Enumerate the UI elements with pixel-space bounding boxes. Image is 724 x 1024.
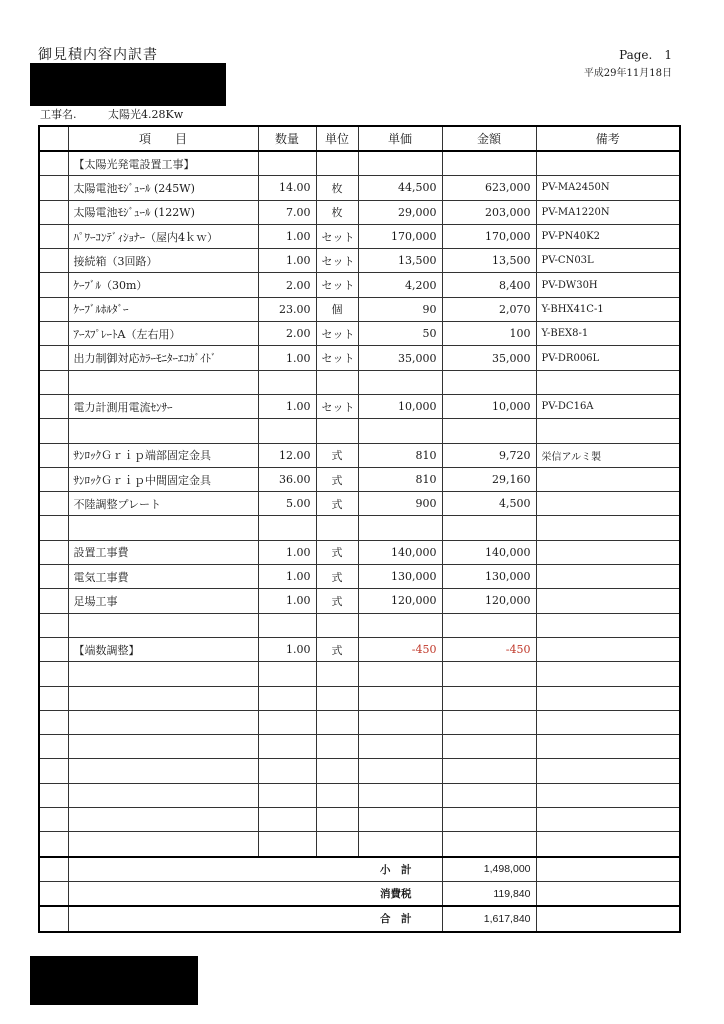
unit-price-cell bbox=[358, 419, 442, 443]
unit-cell bbox=[316, 419, 358, 443]
quantity-cell: 1.00 bbox=[258, 589, 316, 613]
header-remarks: 備考 bbox=[536, 126, 680, 151]
remark-cell bbox=[536, 686, 680, 710]
unit-cell: セット bbox=[316, 322, 358, 346]
unit-price-cell bbox=[358, 783, 442, 807]
quantity-cell: 23.00 bbox=[258, 297, 316, 321]
remark-cell: PV-DR006L bbox=[536, 346, 680, 370]
remark-cell bbox=[536, 540, 680, 564]
row-index-cell bbox=[39, 249, 68, 273]
row-index-cell bbox=[39, 419, 68, 443]
row-index-cell bbox=[39, 637, 68, 661]
item-cell: 電力計測用電流ｾﾝｻｰ bbox=[68, 394, 258, 418]
remark-cell: Y-BHX41C-1 bbox=[536, 297, 680, 321]
row-index-cell bbox=[39, 662, 68, 686]
unit-cell: 式 bbox=[316, 589, 358, 613]
remark-cell bbox=[536, 735, 680, 759]
unit-price-cell: 810 bbox=[358, 443, 442, 467]
item-cell bbox=[68, 516, 258, 540]
total-value: 1,617,840 bbox=[442, 906, 536, 931]
table-row bbox=[39, 370, 680, 394]
amount-cell bbox=[442, 686, 536, 710]
unit-cell bbox=[316, 516, 358, 540]
row-index-cell bbox=[39, 832, 68, 857]
quantity-cell bbox=[258, 151, 316, 176]
redaction-block-top bbox=[30, 63, 226, 106]
tax-index-cell bbox=[39, 881, 68, 906]
unit-cell: セット bbox=[316, 224, 358, 248]
document-title: 御見積内容内訳書 bbox=[38, 47, 158, 63]
table-row bbox=[39, 832, 680, 857]
issue-date: 平成29年11月18日 bbox=[583, 68, 672, 79]
row-index-cell bbox=[39, 516, 68, 540]
quantity-cell: 1.00 bbox=[258, 637, 316, 661]
item-cell: 【端数調整】 bbox=[68, 637, 258, 661]
table-row bbox=[39, 808, 680, 832]
amount-cell: 170,000 bbox=[442, 224, 536, 248]
subtotal-remark-cell bbox=[536, 857, 680, 882]
table-row bbox=[39, 613, 680, 637]
row-index-cell bbox=[39, 151, 68, 176]
item-cell bbox=[68, 759, 258, 783]
item-cell bbox=[68, 662, 258, 686]
remark-cell: PV-MA1220N bbox=[536, 200, 680, 224]
quantity-cell: 2.00 bbox=[258, 322, 316, 346]
unit-price-cell bbox=[358, 613, 442, 637]
unit-cell bbox=[316, 710, 358, 734]
row-index-cell bbox=[39, 759, 68, 783]
amount-cell bbox=[442, 710, 536, 734]
subtotal-index-cell bbox=[39, 857, 68, 882]
header-quantity: 数量 bbox=[258, 126, 316, 151]
unit-cell: セット bbox=[316, 346, 358, 370]
unit-cell bbox=[316, 759, 358, 783]
amount-cell bbox=[442, 516, 536, 540]
quantity-cell: 5.00 bbox=[258, 492, 316, 516]
item-cell bbox=[68, 832, 258, 857]
item-cell: 設置工事費 bbox=[68, 540, 258, 564]
quantity-cell bbox=[258, 759, 316, 783]
item-cell bbox=[68, 419, 258, 443]
quantity-cell: 1.00 bbox=[258, 249, 316, 273]
table-row bbox=[39, 200, 680, 224]
table-body bbox=[39, 151, 680, 857]
unit-cell bbox=[316, 735, 358, 759]
table-row bbox=[39, 735, 680, 759]
subtotal-row bbox=[39, 857, 680, 882]
item-cell bbox=[68, 613, 258, 637]
item-cell bbox=[68, 735, 258, 759]
subtotal-value: 1,498,000 bbox=[442, 857, 536, 882]
table-row bbox=[39, 540, 680, 564]
header-amount: 金額 bbox=[442, 126, 536, 151]
quantity-cell bbox=[258, 419, 316, 443]
amount-cell: -450 bbox=[442, 637, 536, 661]
quantity-cell bbox=[258, 370, 316, 394]
item-cell: ｹｰﾌﾞﾙ（30m） bbox=[68, 273, 258, 297]
unit-price-cell: 90 bbox=[358, 297, 442, 321]
amount-cell bbox=[442, 808, 536, 832]
amount-cell: 4,500 bbox=[442, 492, 536, 516]
unit-cell bbox=[316, 151, 358, 176]
tax-row bbox=[39, 881, 680, 906]
unit-cell bbox=[316, 613, 358, 637]
amount-cell bbox=[442, 151, 536, 176]
amount-cell: 35,000 bbox=[442, 346, 536, 370]
quantity-cell bbox=[258, 783, 316, 807]
remark-cell: Y-BEX8-1 bbox=[536, 322, 680, 346]
amount-cell bbox=[442, 783, 536, 807]
quantity-cell bbox=[258, 832, 316, 857]
remark-cell bbox=[536, 662, 680, 686]
table-row bbox=[39, 297, 680, 321]
unit-price-cell bbox=[358, 151, 442, 176]
unit-cell: 式 bbox=[316, 443, 358, 467]
quantity-cell: 2.00 bbox=[258, 273, 316, 297]
unit-cell bbox=[316, 783, 358, 807]
remark-cell: 栄信アルミ製 bbox=[536, 443, 680, 467]
table-row bbox=[39, 346, 680, 370]
quantity-cell: 7.00 bbox=[258, 200, 316, 224]
unit-price-cell: 900 bbox=[358, 492, 442, 516]
row-index-cell bbox=[39, 613, 68, 637]
quantity-cell bbox=[258, 710, 316, 734]
unit-price-cell: 140,000 bbox=[358, 540, 442, 564]
quantity-cell: 1.00 bbox=[258, 565, 316, 589]
row-index-cell bbox=[39, 200, 68, 224]
unit-cell: 式 bbox=[316, 540, 358, 564]
amount-cell: 2,070 bbox=[442, 297, 536, 321]
unit-price-cell: 29,000 bbox=[358, 200, 442, 224]
row-index-cell bbox=[39, 346, 68, 370]
header-unit-price: 単価 bbox=[358, 126, 442, 151]
item-cell: ｻﾝﾛｯｸＧｒｉｐ中間固定金具 bbox=[68, 467, 258, 491]
item-cell bbox=[68, 686, 258, 710]
item-cell bbox=[68, 710, 258, 734]
table-row bbox=[39, 273, 680, 297]
remark-cell bbox=[536, 783, 680, 807]
amount-cell: 120,000 bbox=[442, 589, 536, 613]
remark-cell: PV-DC16A bbox=[536, 394, 680, 418]
summary-body bbox=[39, 857, 680, 932]
total-label: 合 計 bbox=[68, 906, 442, 931]
amount-cell: 100 bbox=[442, 322, 536, 346]
remark-cell bbox=[536, 637, 680, 661]
amount-cell: 130,000 bbox=[442, 565, 536, 589]
amount-cell bbox=[442, 735, 536, 759]
amount-cell bbox=[442, 832, 536, 857]
row-index-cell bbox=[39, 322, 68, 346]
unit-price-cell bbox=[358, 662, 442, 686]
remark-cell bbox=[536, 613, 680, 637]
remark-cell: PV-MA2450N bbox=[536, 176, 680, 200]
amount-cell bbox=[442, 613, 536, 637]
table-row bbox=[39, 783, 680, 807]
item-cell: 電気工事費 bbox=[68, 565, 258, 589]
project-name: 太陽光4.28Kw bbox=[108, 108, 184, 121]
unit-price-cell: 4,200 bbox=[358, 273, 442, 297]
quantity-cell: 36.00 bbox=[258, 467, 316, 491]
amount-cell: 140,000 bbox=[442, 540, 536, 564]
remark-cell bbox=[536, 710, 680, 734]
remark-cell bbox=[536, 759, 680, 783]
unit-price-cell bbox=[358, 759, 442, 783]
page-number: Page. 1 bbox=[619, 48, 672, 62]
item-cell: ｱｰｽﾌﾟﾚｰﾄA（左右用） bbox=[68, 322, 258, 346]
table-row bbox=[39, 565, 680, 589]
item-cell: 出力制御対応ｶﾗｰﾓﾆﾀｰｴｺｶﾞｲﾄﾞ bbox=[68, 346, 258, 370]
remark-cell bbox=[536, 808, 680, 832]
subtotal-label: 小 計 bbox=[68, 857, 442, 882]
unit-price-cell bbox=[358, 516, 442, 540]
row-index-cell bbox=[39, 735, 68, 759]
unit-price-cell bbox=[358, 710, 442, 734]
table-row bbox=[39, 151, 680, 176]
amount-cell bbox=[442, 370, 536, 394]
tax-value: 119,840 bbox=[442, 881, 536, 906]
project-label: 工事名. bbox=[40, 108, 77, 121]
quantity-cell: 1.00 bbox=[258, 394, 316, 418]
unit-cell: 式 bbox=[316, 637, 358, 661]
quantity-cell: 14.00 bbox=[258, 176, 316, 200]
tax-remark-cell bbox=[536, 881, 680, 906]
unit-cell: 式 bbox=[316, 492, 358, 516]
table-row bbox=[39, 492, 680, 516]
row-index-cell bbox=[39, 492, 68, 516]
amount-cell bbox=[442, 759, 536, 783]
unit-price-cell bbox=[358, 686, 442, 710]
item-cell: ﾊﾟﾜｰｺﾝﾃﾞｨｼｮﾅｰ（屋内4ｋｗ） bbox=[68, 224, 258, 248]
table-header-row bbox=[39, 126, 680, 151]
remark-cell bbox=[536, 565, 680, 589]
remark-cell bbox=[536, 832, 680, 857]
table-row bbox=[39, 249, 680, 273]
item-cell bbox=[68, 783, 258, 807]
remark-cell bbox=[536, 516, 680, 540]
total-remark-cell bbox=[536, 906, 680, 931]
remark-cell bbox=[536, 419, 680, 443]
unit-price-cell: 50 bbox=[358, 322, 442, 346]
unit-price-cell: 130,000 bbox=[358, 565, 442, 589]
total-index-cell bbox=[39, 906, 68, 931]
table-row bbox=[39, 419, 680, 443]
tax-label: 消費税 bbox=[68, 881, 442, 906]
table-row bbox=[39, 686, 680, 710]
unit-cell: セット bbox=[316, 394, 358, 418]
remark-cell bbox=[536, 151, 680, 176]
amount-cell: 29,160 bbox=[442, 467, 536, 491]
table-row bbox=[39, 589, 680, 613]
quantity-cell bbox=[258, 735, 316, 759]
remark-cell: PV-PN40K2 bbox=[536, 224, 680, 248]
row-index-cell bbox=[39, 467, 68, 491]
unit-cell: 枚 bbox=[316, 176, 358, 200]
amount-cell: 623,000 bbox=[442, 176, 536, 200]
unit-cell bbox=[316, 370, 358, 394]
row-index-cell bbox=[39, 808, 68, 832]
row-index-cell bbox=[39, 370, 68, 394]
remark-cell: PV-DW30H bbox=[536, 273, 680, 297]
unit-cell bbox=[316, 662, 358, 686]
quantity-cell bbox=[258, 516, 316, 540]
unit-price-cell: 44,500 bbox=[358, 176, 442, 200]
header-item: 項 目 bbox=[68, 126, 258, 151]
row-index-cell bbox=[39, 224, 68, 248]
unit-cell bbox=[316, 832, 358, 857]
remark-cell bbox=[536, 589, 680, 613]
quantity-cell: 1.00 bbox=[258, 540, 316, 564]
table-row bbox=[39, 443, 680, 467]
quantity-cell bbox=[258, 808, 316, 832]
quantity-cell: 1.00 bbox=[258, 224, 316, 248]
amount-cell bbox=[442, 662, 536, 686]
remark-cell: PV-CN03L bbox=[536, 249, 680, 273]
item-cell: 不陸調整プレート bbox=[68, 492, 258, 516]
table-row bbox=[39, 637, 680, 661]
table-row bbox=[39, 322, 680, 346]
row-index-cell bbox=[39, 565, 68, 589]
table-row bbox=[39, 176, 680, 200]
quantity-cell bbox=[258, 613, 316, 637]
row-index-cell bbox=[39, 710, 68, 734]
unit-price-cell bbox=[358, 832, 442, 857]
estimate-table bbox=[38, 125, 681, 933]
unit-price-cell: -450 bbox=[358, 637, 442, 661]
unit-cell: 式 bbox=[316, 467, 358, 491]
item-cell: 太陽電池ﾓｼﾞｭｰﾙ (245W) bbox=[68, 176, 258, 200]
unit-cell: 式 bbox=[316, 565, 358, 589]
table-row bbox=[39, 759, 680, 783]
unit-cell: 枚 bbox=[316, 200, 358, 224]
item-cell: ｹｰﾌﾞﾙﾎﾙﾀﾞｰ bbox=[68, 297, 258, 321]
quantity-cell: 12.00 bbox=[258, 443, 316, 467]
item-cell: 太陽電池ﾓｼﾞｭｰﾙ (122W) bbox=[68, 200, 258, 224]
remark-cell bbox=[536, 467, 680, 491]
unit-cell: セット bbox=[316, 249, 358, 273]
unit-cell bbox=[316, 686, 358, 710]
item-cell: 【太陽光発電設置工事】 bbox=[68, 151, 258, 176]
unit-price-cell: 170,000 bbox=[358, 224, 442, 248]
item-cell: 足場工事 bbox=[68, 589, 258, 613]
unit-price-cell: 810 bbox=[358, 467, 442, 491]
row-index-cell bbox=[39, 686, 68, 710]
amount-cell: 10,000 bbox=[442, 394, 536, 418]
table-row bbox=[39, 710, 680, 734]
table-row bbox=[39, 516, 680, 540]
amount-cell bbox=[442, 419, 536, 443]
unit-price-cell: 10,000 bbox=[358, 394, 442, 418]
unit-cell bbox=[316, 808, 358, 832]
unit-price-cell bbox=[358, 808, 442, 832]
row-index-cell bbox=[39, 394, 68, 418]
remark-cell bbox=[536, 370, 680, 394]
table-row bbox=[39, 224, 680, 248]
unit-cell: 個 bbox=[316, 297, 358, 321]
unit-price-cell: 35,000 bbox=[358, 346, 442, 370]
unit-cell: セット bbox=[316, 273, 358, 297]
remark-cell bbox=[536, 492, 680, 516]
row-index-cell bbox=[39, 297, 68, 321]
table-row bbox=[39, 467, 680, 491]
quantity-cell bbox=[258, 662, 316, 686]
amount-cell: 9,720 bbox=[442, 443, 536, 467]
amount-cell: 203,000 bbox=[442, 200, 536, 224]
quantity-cell: 1.00 bbox=[258, 346, 316, 370]
item-cell bbox=[68, 808, 258, 832]
header-unit: 単位 bbox=[316, 126, 358, 151]
amount-cell: 8,400 bbox=[442, 273, 536, 297]
amount-cell: 13,500 bbox=[442, 249, 536, 273]
unit-price-cell: 13,500 bbox=[358, 249, 442, 273]
row-index-cell bbox=[39, 589, 68, 613]
table-row bbox=[39, 662, 680, 686]
row-index-cell bbox=[39, 176, 68, 200]
item-cell: 接続箱（3回路） bbox=[68, 249, 258, 273]
header-index-cell bbox=[39, 126, 68, 151]
total-row bbox=[39, 906, 680, 931]
unit-price-cell: 120,000 bbox=[358, 589, 442, 613]
item-cell: ｻﾝﾛｯｸＧｒｉｐ端部固定金具 bbox=[68, 443, 258, 467]
row-index-cell bbox=[39, 443, 68, 467]
row-index-cell bbox=[39, 783, 68, 807]
table-row bbox=[39, 394, 680, 418]
row-index-cell bbox=[39, 540, 68, 564]
unit-price-cell bbox=[358, 370, 442, 394]
unit-price-cell bbox=[358, 735, 442, 759]
quantity-cell bbox=[258, 686, 316, 710]
item-cell bbox=[68, 370, 258, 394]
row-index-cell bbox=[39, 273, 68, 297]
redaction-block-bottom bbox=[30, 956, 198, 1005]
